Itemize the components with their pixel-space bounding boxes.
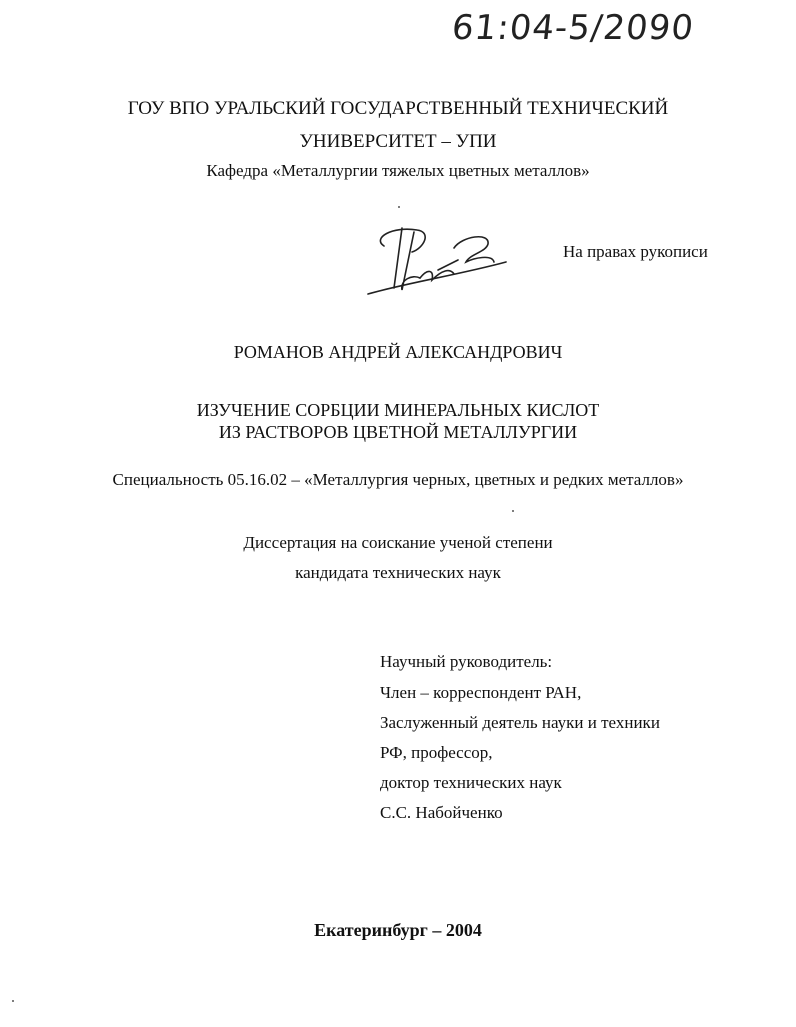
department: Кафедра «Металлургии тяжелых цветных металлов»: [206, 161, 590, 180]
supervisor-title-3: РФ, профессор,: [380, 743, 493, 762]
scan-speck: [398, 206, 400, 208]
institution-line-2: УНИВЕРСИТЕТ – УПИ: [299, 131, 497, 152]
specialty: Специальность 05.16.02 – «Металлургия черных, цветных и редких металлов»: [112, 470, 684, 489]
supervisor-degree: доктор технических наук: [380, 773, 562, 792]
institution-line-1: ГОУ ВПО УРАЛЬСКИЙ ГОСУДАРСТВЕННЫЙ ТЕХНИЧЕСКИЙ: [127, 98, 669, 119]
dissertation-line-1: Диссертация на соискание ученой степени: [243, 533, 553, 552]
rights-note: На правах рукописи: [563, 242, 708, 261]
scan-speck: [12, 1000, 14, 1002]
scan-speck: [512, 510, 514, 512]
supervisor-label: Научный руководитель:: [380, 652, 553, 671]
city-year: Екатеринбург – 2004: [314, 920, 482, 940]
supervisor-title-2: Заслуженный деятель науки и техники: [380, 713, 660, 732]
supervisor-name: С.С. Набойченко: [380, 803, 503, 822]
thesis-title-line-1: ИЗУЧЕНИЕ СОРБЦИИ МИНЕРАЛЬНЫХ КИСЛОТ: [196, 400, 600, 420]
author-name: РОМАНОВ АНДРЕЙ АЛЕКСАНДРОВИЧ: [233, 342, 563, 362]
supervisor-title-1: Член – корреспондент РАН,: [380, 683, 582, 702]
catalog-number: 61:04-5/2090: [449, 8, 696, 48]
thesis-title-line-2: ИЗ РАСТВОРОВ ЦВЕТНОЙ МЕТАЛЛУРГИИ: [218, 422, 578, 442]
dissertation-line-2: кандидата технических наук: [295, 563, 501, 582]
signature-icon: [362, 218, 512, 298]
